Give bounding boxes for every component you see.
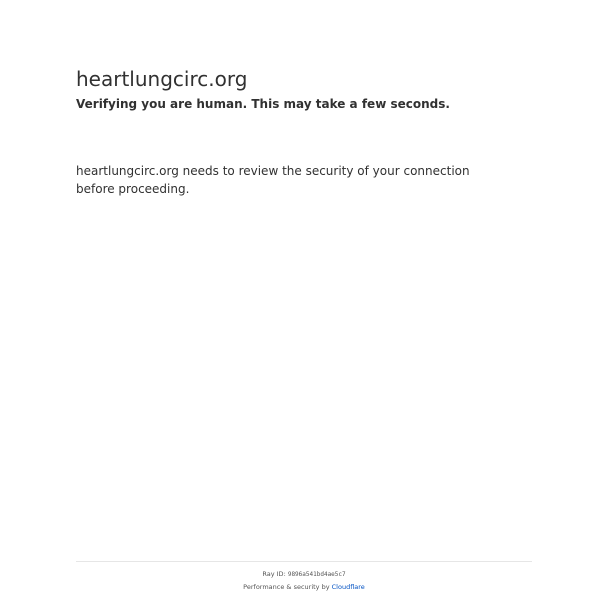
site-title: heartlungcirc.org — [76, 67, 248, 91]
performance-line — [76, 581, 532, 594]
footer — [76, 561, 532, 594]
ray-id-value: 9896a541bd4ae5c7 — [287, 571, 346, 578]
security-review-message: heartlungcirc.org needs to review the security of your connection before proceeding. — [76, 164, 470, 196]
performance-label: Performance & security by — [243, 583, 332, 591]
cloudflare-link[interactable]: Cloudflare — [331, 583, 365, 591]
ray-id-line — [76, 568, 532, 581]
main-content — [76, 66, 532, 198]
ray-id-label: Ray ID: — [262, 570, 288, 578]
verification-subtitle: Verifying you are human. This may take a few seconds. — [76, 97, 450, 111]
